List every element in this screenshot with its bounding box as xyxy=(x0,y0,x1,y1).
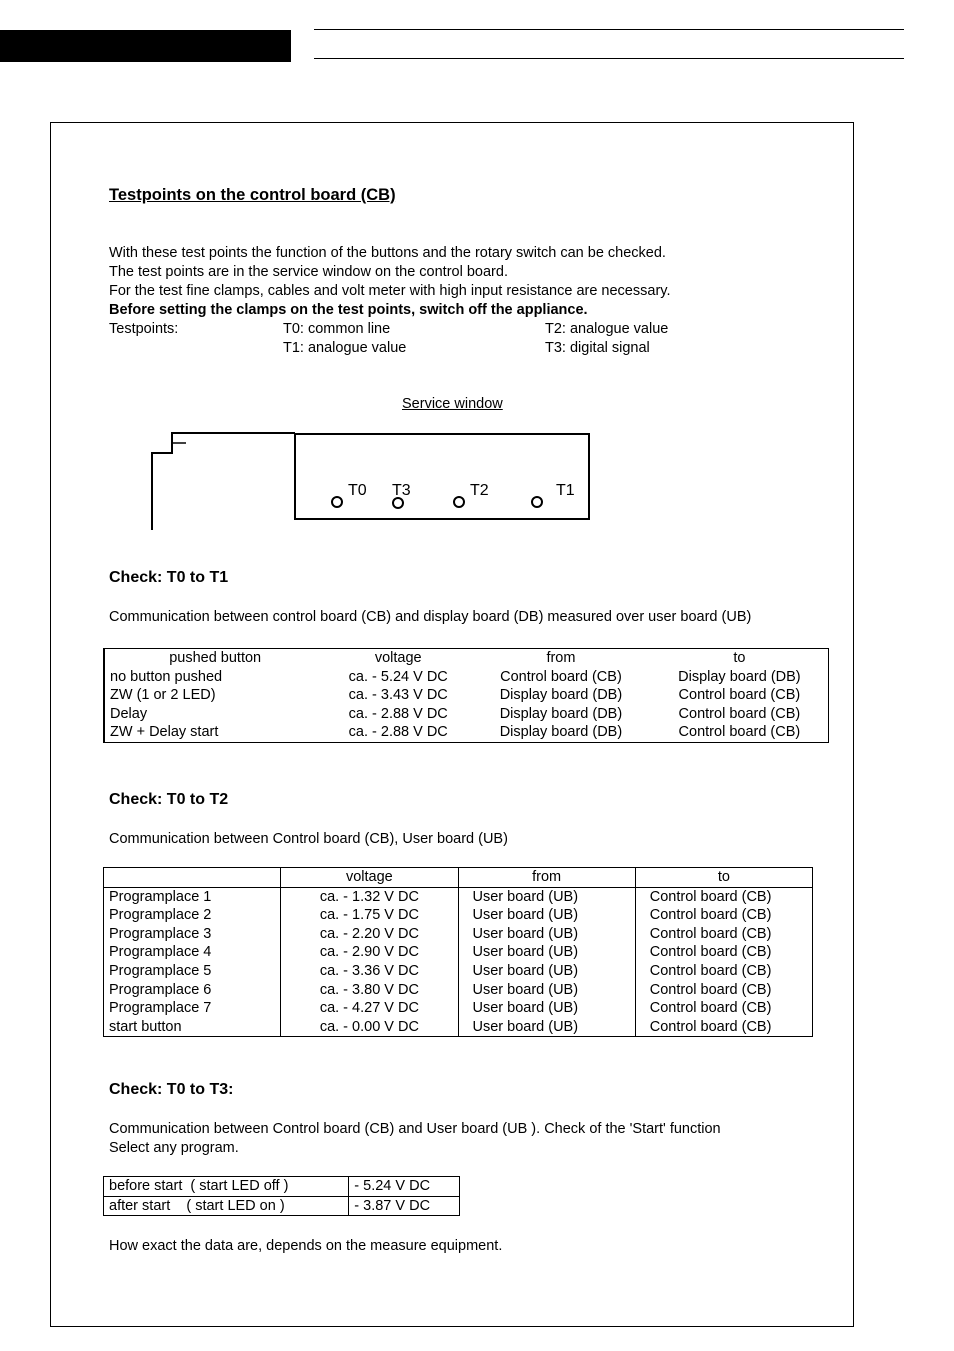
table-cell: Programplace 4 xyxy=(109,944,212,961)
table-header-row xyxy=(104,868,813,888)
header-black-bar xyxy=(0,30,291,62)
table-row xyxy=(104,668,829,687)
table-cell: User board (UB) xyxy=(458,999,635,1018)
table-cell: ca. - 3.43 V DC xyxy=(348,687,448,704)
testpoint-t3-hole xyxy=(393,498,403,508)
table-row xyxy=(104,943,813,962)
testpoint-t1-text: T1 xyxy=(556,482,575,499)
table-cell: Control board (CB) xyxy=(635,1018,812,1037)
check3-description: Communication between Control board (CB) and User board (UB ). Check of the 'Start' function xyxy=(109,1121,721,1137)
table-cell: Programplace 1 xyxy=(109,888,212,905)
table-cell: Control board (CB) xyxy=(635,981,812,1000)
table-cell: Delay xyxy=(110,705,148,722)
check2-heading: Check: T0 to T2 xyxy=(109,791,229,808)
table-cell: ca. - 0.00 V DC xyxy=(281,1018,458,1037)
check3-description-2: Select any program. xyxy=(109,1140,239,1156)
table-row xyxy=(104,906,813,925)
intro-line-3: For the test fine clamps, cables and volt meter with high input resistance are necessary. xyxy=(109,283,671,299)
header-cell: from xyxy=(458,868,635,888)
testpoint-t1-hole xyxy=(532,497,542,507)
table-cell: Control board (CB) xyxy=(635,999,812,1018)
table-cell: start button xyxy=(109,1018,182,1035)
table-cell: ca. - 2.90 V DC xyxy=(281,943,458,962)
table-cell: Display board (DB) xyxy=(678,668,801,685)
intro-line-2: The test points are in the service window on the control board. xyxy=(109,264,508,280)
header-cell: from xyxy=(546,650,576,666)
table-cell: ZW + Delay start xyxy=(110,724,219,741)
table-cell: Display board (DB) xyxy=(499,687,623,704)
check3-table xyxy=(103,1176,460,1216)
table-header-row xyxy=(104,649,829,668)
table-cell: ca. - 2.88 V DC xyxy=(348,724,448,741)
board-outline xyxy=(152,433,295,530)
header-cell: voltage xyxy=(281,868,458,888)
table-cell: Control board (CB) xyxy=(635,943,812,962)
header-rule-top xyxy=(314,29,904,30)
table-cell: Control board (CB) xyxy=(678,705,801,722)
table-cell: Control board (CB) xyxy=(635,925,812,944)
check2-table xyxy=(103,867,813,1037)
table-cell: no button pushed xyxy=(110,668,223,685)
table-cell: User board (UB) xyxy=(458,981,635,1000)
table-row xyxy=(104,686,829,705)
table-cell: Control board (CB) xyxy=(500,668,622,685)
table-row xyxy=(104,1018,813,1037)
table-cell: ca. - 3.36 V DC xyxy=(281,962,458,981)
table-cell: Programplace 3 xyxy=(109,925,212,942)
testpoints-label: Testpoints: xyxy=(109,321,179,337)
table-row xyxy=(104,1177,460,1197)
table-cell: ca. - 5.24 V DC xyxy=(348,668,448,685)
table-cell: ca. - 3.80 V DC xyxy=(281,981,458,1000)
table-cell: after start ( start LED on ) xyxy=(104,1196,349,1216)
testpoint-t1: T1: analogue value xyxy=(283,340,407,356)
table-cell: ca. - 2.88 V DC xyxy=(348,705,448,722)
table-row xyxy=(104,999,813,1018)
table-cell: - 3.87 V DC xyxy=(349,1196,460,1216)
table-cell: Display board (DB) xyxy=(499,705,623,722)
service-window-diagram xyxy=(140,425,600,535)
table-cell: Control board (CB) xyxy=(635,887,812,906)
table-cell: ca. - 4.27 V DC xyxy=(281,999,458,1018)
table-cell: User board (UB) xyxy=(458,1018,635,1037)
testpoint-t0: T0: common line xyxy=(283,321,391,337)
table-cell: User board (UB) xyxy=(458,943,635,962)
testpoint-t3: T3: digital signal xyxy=(545,340,650,356)
table-cell: ZW (1 or 2 LED) xyxy=(110,687,216,704)
table-cell: Programplace 2 xyxy=(109,907,212,924)
testpoint-t0-hole xyxy=(332,497,342,507)
table-row xyxy=(104,1196,460,1216)
table-cell: User board (UB) xyxy=(458,925,635,944)
table-cell: Programplace 6 xyxy=(109,981,212,998)
table-cell: User board (UB) xyxy=(458,906,635,925)
header-rule-bottom xyxy=(314,58,904,59)
table-cell: - 5.24 V DC xyxy=(349,1177,460,1197)
check2-description: Communication between Control board (CB), User board (UB) xyxy=(109,831,508,847)
table-cell: Control board (CB) xyxy=(678,687,801,704)
table-cell: Display board (DB) xyxy=(499,724,623,741)
table-cell: Control board (CB) xyxy=(635,962,812,981)
table-row xyxy=(104,981,813,1000)
check1-heading: Check: T0 to T1 xyxy=(109,569,229,586)
page-title: Testpoints on the control board (CB) xyxy=(109,186,396,204)
table-cell: before start ( start LED off ) xyxy=(104,1177,349,1197)
header-cell: to xyxy=(733,650,746,666)
table-cell: Programplace 5 xyxy=(109,962,212,979)
testpoint-t3-text: T3 xyxy=(392,482,411,499)
table-row xyxy=(104,723,829,742)
table-cell: Control board (CB) xyxy=(678,724,801,741)
table-cell: Programplace 7 xyxy=(109,1000,212,1017)
table-cell: User board (UB) xyxy=(458,887,635,906)
table-cell: ca. - 2.20 V DC xyxy=(281,925,458,944)
header-cell: pushed button xyxy=(169,650,262,666)
header-cell xyxy=(104,868,281,888)
check1-table xyxy=(103,648,829,743)
table-cell: User board (UB) xyxy=(458,962,635,981)
table-row xyxy=(104,925,813,944)
testpoint-t0-text: T0 xyxy=(348,482,367,499)
header-cell: to xyxy=(635,868,812,888)
testpoint-t2: T2: analogue value xyxy=(545,321,669,337)
table-cell: ca. - 1.75 V DC xyxy=(281,906,458,925)
warning-text: Before setting the clamps on the test points, switch off the appliance. xyxy=(109,302,588,318)
testpoint-t2-hole xyxy=(454,497,464,507)
check1-description: Communication between control board (CB) and display board (DB) measured over user board (UB) xyxy=(109,609,752,625)
table-row xyxy=(104,962,813,981)
table-row xyxy=(104,705,829,724)
testpoint-t2-text: T2 xyxy=(470,482,489,499)
check3-heading: Check: T0 to T3: xyxy=(109,1081,234,1098)
intro-line-1: With these test points the function of the buttons and the rotary switch can be checked. xyxy=(109,245,666,261)
header-cell: voltage xyxy=(374,650,422,666)
table-row xyxy=(104,887,813,906)
service-window-label: Service window xyxy=(402,396,503,412)
table-cell: Control board (CB) xyxy=(635,906,812,925)
footer-note: How exact the data are, depends on the measure equipment. xyxy=(109,1238,503,1254)
table-cell: ca. - 1.32 V DC xyxy=(281,887,458,906)
